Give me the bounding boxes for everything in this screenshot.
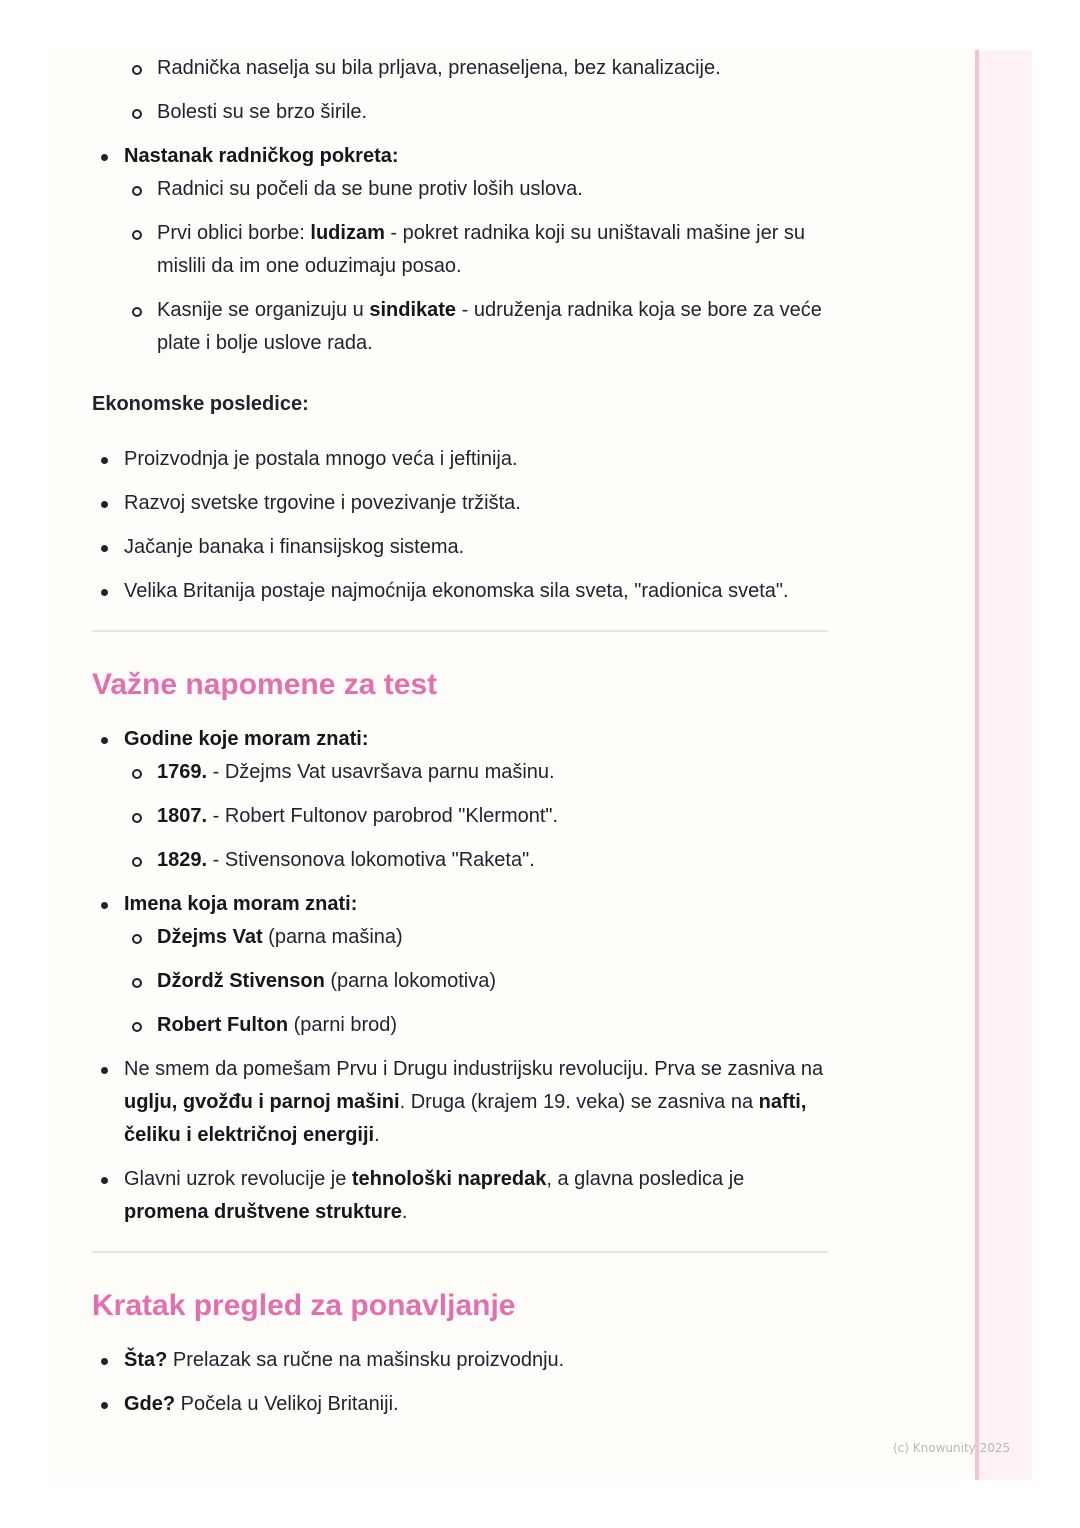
economic-consequences-label: Ekonomske posledice: bbox=[92, 393, 309, 415]
section-divider bbox=[92, 1251, 828, 1253]
years-heading: Godine koje moram znati: bbox=[124, 728, 369, 750]
list-item: Ne smem da pomešam Prvu i Drugu industrijsku revoluciju. Prva se zasniva na uglju, gvožđu i parnoj mašini. Druga (krajem 19. veka) se zasniva na nafti, čeliku i električnoj energiji. bbox=[92, 1053, 828, 1152]
list-item: Gde? Počela u Velikoj Britaniji. bbox=[92, 1388, 828, 1421]
continuation-list bbox=[92, 52, 828, 129]
list-item: Velika Britanija postaje najmoćnija ekonomska sila sveta, "radionica sveta". bbox=[92, 575, 828, 608]
list-item: Džejms Vat (parna mašina) bbox=[124, 921, 828, 954]
list-item: Proizvodnja je postala mnogo veća i jeftinija. bbox=[92, 443, 828, 476]
list-item: Radnička naselja su bila prljava, prenaseljena, bez kanalizacije. bbox=[92, 52, 828, 85]
workers-movement-item bbox=[92, 140, 828, 360]
years-sublist bbox=[124, 756, 828, 877]
section-divider bbox=[92, 630, 828, 632]
list-item: Bolesti su se brzo širile. bbox=[92, 96, 828, 129]
names-item bbox=[92, 888, 828, 1042]
review-list bbox=[92, 1344, 828, 1421]
list-item: 1829. - Stivensonova lokomotiva "Raketa". bbox=[124, 844, 828, 877]
test-notes-list bbox=[92, 723, 828, 1229]
margin-band bbox=[977, 50, 1032, 1480]
list-item: Radnici su počeli da se bune protiv loših uslova. bbox=[124, 173, 828, 206]
list-item: Robert Fulton (parni brod) bbox=[124, 1009, 828, 1042]
names-heading: Imena koja moram znati: bbox=[124, 893, 358, 915]
list-item: Džordž Stivenson (parna lokomotiva) bbox=[124, 965, 828, 998]
margin-line bbox=[975, 50, 979, 1480]
document-content bbox=[92, 50, 828, 1432]
list-item: 1807. - Robert Fultonov parobrod "Klermont". bbox=[124, 800, 828, 833]
list-item: Jačanje banaka i finansijskog sistema. bbox=[92, 531, 828, 564]
section-title-review: Kratak pregled za ponavljanje bbox=[92, 1289, 516, 1322]
economic-list bbox=[92, 443, 828, 608]
list-item: Razvoj svetske trgovine i povezivanje tržišta. bbox=[92, 487, 828, 520]
list-item: Kasnije se organizuju u sindikate - udruženja radnika koja se bore za veće plate i bolje uslove rada. bbox=[124, 294, 828, 360]
list-item: Šta? Prelazak sa ručne na mašinsku proizvodnju. bbox=[92, 1344, 828, 1377]
list-item: Prvi oblici borbe: ludizam - pokret radnika koji su uništavali mašine jer su mislili da im one oduzimaju posao. bbox=[124, 217, 828, 283]
workers-movement-list bbox=[92, 140, 828, 360]
workers-movement-heading: Nastanak radničkog pokreta: bbox=[124, 145, 399, 167]
section-title-test-notes: Važne napomene za test bbox=[92, 668, 438, 701]
list-item: 1769. - Džejms Vat usavršava parnu mašinu. bbox=[124, 756, 828, 789]
years-item bbox=[92, 723, 828, 877]
list-item: Glavni uzrok revolucije je tehnološki napredak, a glavna posledica je promena društvene strukture. bbox=[92, 1163, 828, 1229]
names-sublist bbox=[124, 921, 828, 1042]
watermark: (c) Knowunity 2025 bbox=[893, 1441, 1011, 1455]
workers-movement-sublist bbox=[124, 173, 828, 360]
